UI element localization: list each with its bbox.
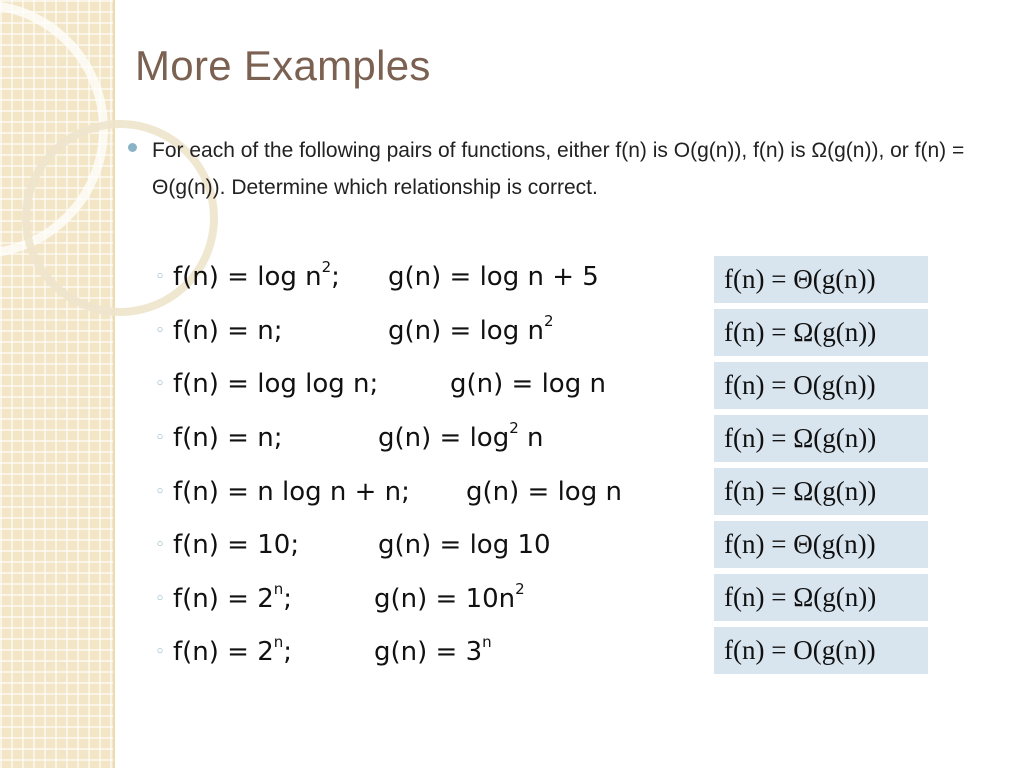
answer-box: f(n) = Θ(g(n)) (714, 256, 928, 305)
answer-box: f(n) = O(g(n)) (714, 627, 928, 676)
g-expression: $g(n) = \log^2 n$ (378, 419, 544, 453)
f-expression: $f(n) = 2^n$; (173, 633, 293, 667)
g-expression: g(n) = log n + 5 (388, 262, 599, 292)
sub-bullet-icon: ◦ (155, 321, 166, 341)
answer-box: f(n) = Θ(g(n)) (714, 521, 928, 570)
f-expression: f(n) = n; (173, 423, 283, 453)
f-expression: f(n) = n log n + n; (173, 477, 410, 507)
g-expression: $g(n) = 10n^2$ (374, 580, 525, 614)
sub-bullet-icon: ◦ (155, 374, 166, 394)
f-expression: $f(n) = \log n^2$; (173, 258, 340, 292)
sub-bullet-icon: ◦ (155, 267, 166, 287)
answer-box: f(n) = Ω(g(n)) (714, 574, 928, 623)
sub-bullet-icon: ◦ (155, 642, 166, 662)
decorative-sidebar (0, 0, 115, 768)
g-expression: g(n) = log n (450, 369, 606, 399)
bullet-icon (128, 143, 137, 152)
f-expression: $f(n) = 2^n$; (173, 580, 293, 614)
g-expression: g(n) = log n (466, 477, 622, 507)
sub-bullet-icon: ◦ (155, 482, 166, 502)
f-expression: f(n) = log log n; (173, 369, 379, 399)
answer-box: f(n) = Ω(g(n)) (714, 309, 928, 358)
slide-title: More Examples (135, 42, 431, 89)
g-expression: $g(n) = 3^n$ (374, 633, 492, 667)
g-expression: g(n) = log 10 (378, 530, 551, 560)
sub-bullet-icon: ◦ (155, 535, 166, 555)
sub-bullet-icon: ◦ (155, 589, 166, 609)
g-expression: $g(n) = \log n^2$ (388, 312, 554, 346)
answer-box: f(n) = O(g(n)) (714, 362, 928, 411)
sub-bullet-icon: ◦ (155, 428, 166, 448)
f-expression: f(n) = 10; (173, 530, 300, 560)
intro-text: For each of the following pairs of functions, either f(n) is O(g(n)), f(n) is Ω(g(n)), or f(n) = Θ(g(n)). Determine which relationship is correct. (152, 139, 965, 199)
f-expression: f(n) = n; (173, 316, 283, 346)
answer-box: f(n) = Ω(g(n)) (714, 415, 928, 464)
answer-box: f(n) = Ω(g(n)) (714, 468, 928, 517)
